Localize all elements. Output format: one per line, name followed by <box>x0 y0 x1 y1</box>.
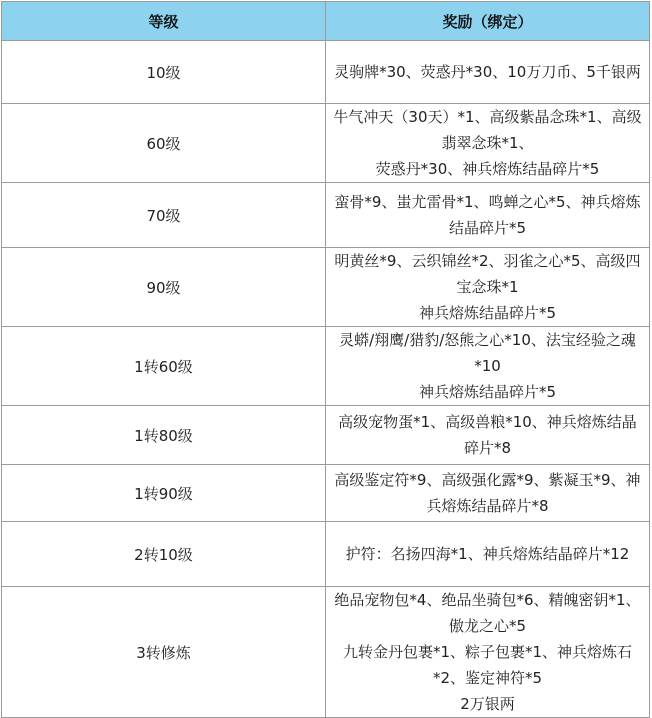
level-cell: 70级 <box>2 183 326 248</box>
reward-cell <box>326 41 650 104</box>
reward-line: 灵蟒/翔鹰/猎豹/怒熊之心*10、法宝经验之魂*10 <box>339 331 636 375</box>
reward-line: 荧惑丹*30、神兵熔炼结晶碎片*5 <box>375 160 600 178</box>
reward-line: 九转金丹包裹*1、粽子包裹*1、神兵熔炼石*2、鉴定神符*5 <box>342 643 633 687</box>
table-row <box>2 587 650 718</box>
reward-line: 神兵熔炼结晶碎片*5 <box>418 304 557 322</box>
reward-cell <box>326 587 650 718</box>
reward-cell <box>326 327 650 406</box>
table-row <box>2 522 650 587</box>
level-cell: 3转修炼 <box>2 587 326 718</box>
reward-line: 2万银两 <box>460 695 515 713</box>
table-row <box>2 41 650 104</box>
level-cell: 2转10级 <box>2 522 326 587</box>
reward-line: 牛气冲天（30天）*1、高级紫晶念珠*1、高级翡翠念珠*1、 <box>333 108 642 152</box>
reward-line: 神兵熔炼结晶碎片*5 <box>418 383 557 401</box>
table-row <box>2 406 650 465</box>
reward-line: 蛮骨*9、蚩尤雷骨*1、鸣蝉之心*5、神兵熔炼结晶碎片*5 <box>334 193 641 237</box>
header-row <box>2 2 650 41</box>
reward-line: 绝品宠物包*4、绝品坐骑包*6、精魄密钥*1、傲龙之心*5 <box>334 591 641 635</box>
table-row <box>2 183 650 248</box>
level-cell: 60级 <box>2 104 326 183</box>
header-level: 等级 <box>2 2 326 41</box>
table-row <box>2 104 650 183</box>
reward-cell <box>326 104 650 183</box>
table-row <box>2 248 650 327</box>
table-row <box>2 465 650 522</box>
reward-table <box>1 1 650 718</box>
header-reward: 奖励（绑定） <box>326 2 650 41</box>
level-cell: 1转60级 <box>2 327 326 406</box>
table-row <box>2 327 650 406</box>
level-cell: 10级 <box>2 41 326 104</box>
reward-cell <box>326 465 650 522</box>
reward-line: 明黄丝*9、云织锦丝*2、羽雀之心*5、高级四宝念珠*1 <box>334 252 641 296</box>
reward-cell <box>326 406 650 465</box>
level-cell: 1转90级 <box>2 465 326 522</box>
level-cell: 1转80级 <box>2 406 326 465</box>
reward-line: 高级宠物蛋*1、高级兽粮*10、神兵熔炼结晶碎片*8 <box>338 413 637 457</box>
reward-cell <box>326 248 650 327</box>
reward-line: 灵驹牌*30、荧惑丹*30、10万刀币、5千银两 <box>334 63 641 81</box>
reward-cell <box>326 183 650 248</box>
reward-cell <box>326 522 650 587</box>
reward-line: 高级鉴定符*9、高级强化露*9、紫凝玉*9、神兵熔炼结晶碎片*8 <box>334 471 641 515</box>
reward-line: 护符：名扬四海*1、神兵熔炼结晶碎片*12 <box>345 545 630 563</box>
level-cell: 90级 <box>2 248 326 327</box>
